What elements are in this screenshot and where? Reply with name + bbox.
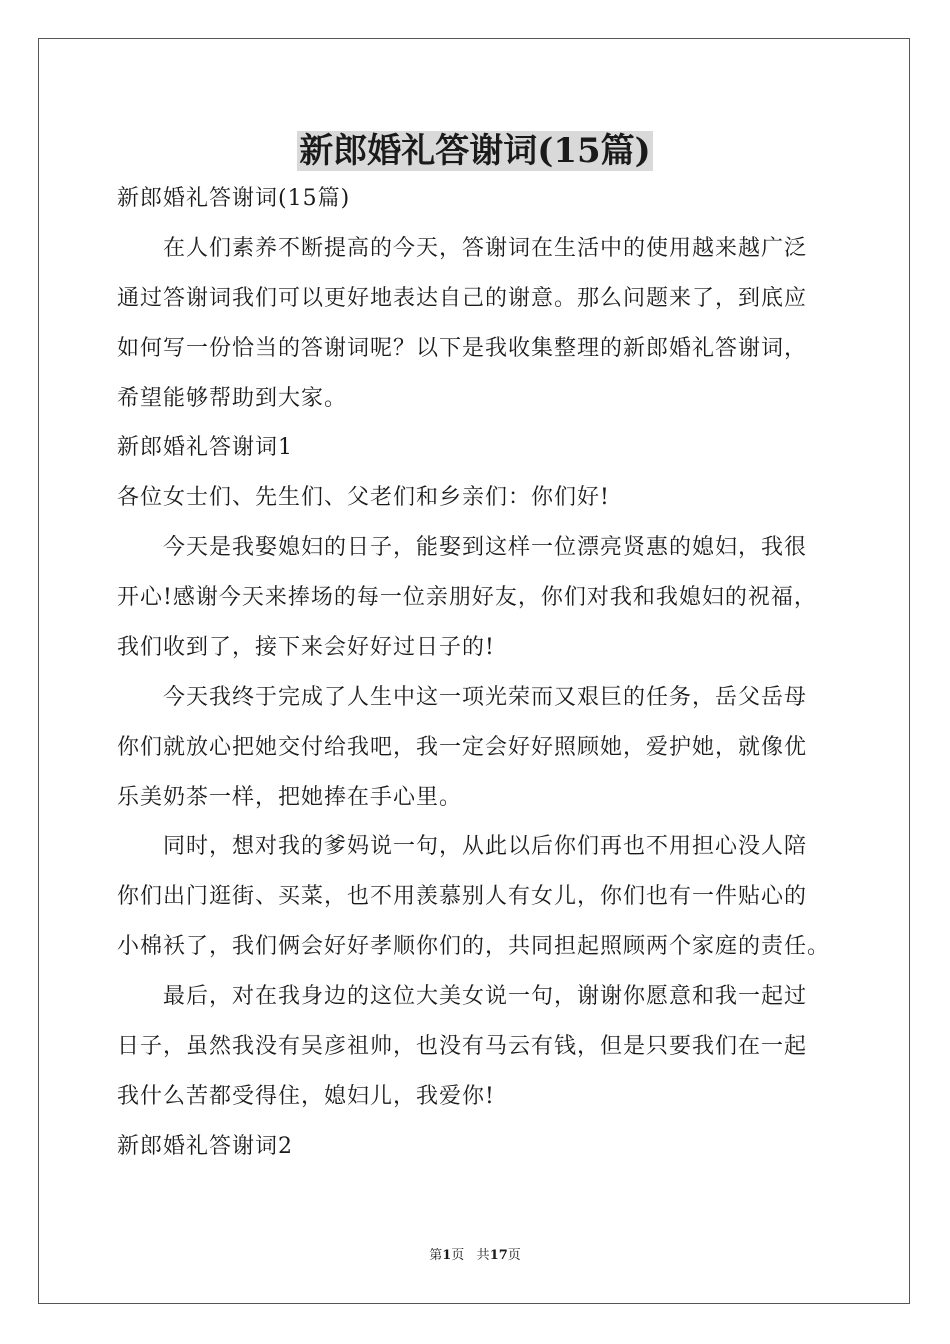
paragraph-3-line-1: 同时，想对我的爹妈说一句，从此以后你们再也不用担心没人陪 bbox=[163, 834, 808, 859]
paragraph-4-line-2: 日子，虽然我没有吴彦祖帅，也没有马云有钱，但是只要我们在一起 bbox=[117, 1034, 808, 1059]
paragraph-2-line-3: 乐美奶茶一样，把她捧在手心里。 bbox=[117, 785, 463, 810]
paragraph-3-line-3: 小棉袄了，我们俩会好好孝顺你们的，共同担起照顾两个家庭的责任。 bbox=[117, 934, 831, 959]
section-heading-2: 新郎婚礼答谢词2 bbox=[117, 1134, 293, 1159]
footer-page-number: 1 bbox=[442, 1248, 452, 1263]
paragraph-2-line-2: 你们就放心把她交付给我吧，我一定会好好照顾她，爱护她，就像优 bbox=[117, 735, 808, 760]
footer-page-suffix: 页 bbox=[451, 1248, 465, 1263]
footer-total-prefix: 共 bbox=[476, 1248, 490, 1263]
footer-total-suffix: 页 bbox=[507, 1248, 521, 1263]
page-footer bbox=[0, 1246, 950, 1266]
section-heading-1: 新郎婚礼答谢词1 bbox=[117, 435, 293, 460]
intro-paragraph-line-2: 通过答谢词我们可以更好地表达自己的谢意。那么问题来了，到底应 bbox=[117, 286, 808, 311]
paragraph-4-line-3: 我什么苦都受得住，媳妇儿，我爱你! bbox=[117, 1084, 495, 1109]
paragraph-1-line-2: 开心!感谢今天来捧场的每一位亲朋好友，你们对我和我媳妇的祝福， bbox=[117, 585, 817, 610]
document-title-text: 新郎婚礼答谢词(15篇) bbox=[299, 131, 651, 171]
intro-paragraph-line-1: 在人们素养不断提高的今天，答谢词在生活中的使用越来越广泛 bbox=[163, 236, 808, 261]
footer-total-pages: 17 bbox=[489, 1248, 508, 1263]
intro-paragraph-line-4: 希望能够帮助到大家。 bbox=[117, 386, 348, 411]
paragraph-2-line-1: 今天我终于完成了人生中这一项光荣而又艰巨的任务，岳父岳母 bbox=[163, 685, 808, 710]
paragraph-4-line-1: 最后，对在我身边的这位大美女说一句，谢谢你愿意和我一起过 bbox=[163, 984, 808, 1009]
document-title bbox=[0, 125, 950, 177]
subtitle-line: 新郎婚礼答谢词(15篇) bbox=[117, 186, 351, 211]
greeting-line: 各位女士们、先生们、父老们和乡亲们：你们好! bbox=[117, 485, 610, 510]
paragraph-1-line-3: 我们收到了，接下来会好好过日子的! bbox=[117, 635, 495, 660]
paragraph-3-line-2: 你们出门逛街、买菜，也不用羡慕别人有女儿，你们也有一件贴心的 bbox=[117, 884, 808, 909]
footer-prefix: 第 bbox=[429, 1248, 443, 1263]
paragraph-1-line-1: 今天是我娶媳妇的日子，能娶到这样一位漂亮贤惠的媳妇，我很 bbox=[163, 535, 808, 560]
intro-paragraph-line-3: 如何写一份恰当的答谢词呢？以下是我收集整理的新郎婚礼答谢词， bbox=[117, 336, 808, 361]
page-border bbox=[38, 38, 910, 1304]
